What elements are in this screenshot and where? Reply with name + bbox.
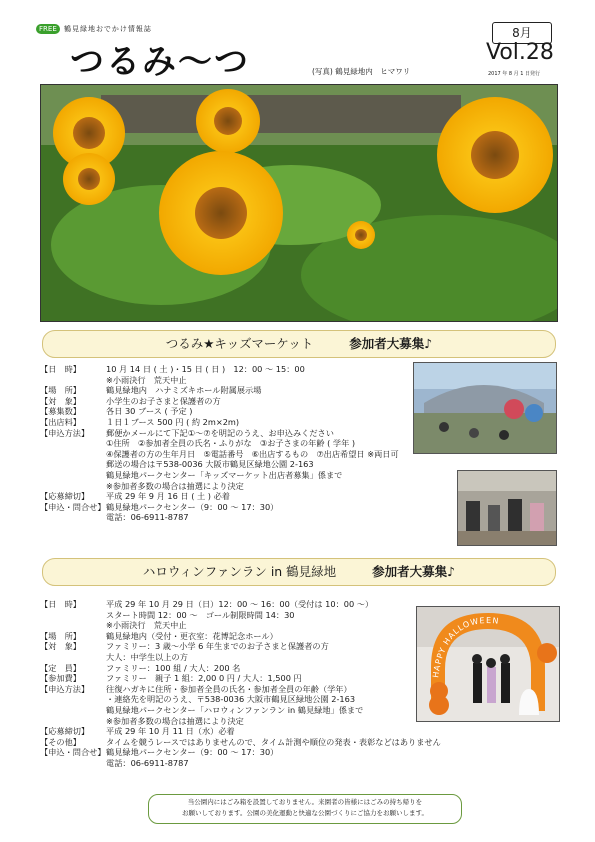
detail-value: 電話：06-6911-8787	[106, 512, 189, 523]
detail-label: 【場 所】	[40, 630, 81, 641]
detail-label: 【その他】	[40, 736, 81, 747]
detail-value: 各日 30 ブース ( 予定 )	[106, 406, 193, 417]
detail-label: 【募集数】	[40, 406, 81, 417]
detail-value: 鶴見緑地パークセンター「キッズマーケット出店者募集」係まで	[106, 469, 343, 480]
detail-value: 10 月 14 日 ( 土 )・15 日 ( 日 ) 12：00 ～ 15：00	[106, 364, 305, 374]
halloween-photo	[416, 606, 560, 722]
detail-value: ※参加者多数の場合は抽選により決定	[106, 480, 244, 491]
garbage-notice	[148, 794, 462, 824]
detail-label: 【対 象】	[40, 395, 81, 406]
kids-market-details	[40, 364, 399, 523]
detail-value: ④保護者の方の生年月日 ⑤電話番号 ⑥出店するもの ⑦出店希望日 ※両日可	[106, 448, 399, 459]
detail-value: 鶴見緑地パークセンター「ハロウィンファンラン in 鶴見緑地」係まで	[106, 704, 364, 715]
detail-label: 【参加費】	[40, 673, 81, 684]
notice-line: お願いしております。公園の美化運動と快適な公園づくりにご協力をお願いします。	[182, 809, 428, 817]
detail-label: 【応募締切】	[40, 726, 90, 737]
detail-value: スタート時間 12：00 ～ ゴール制限時間 14：30	[106, 609, 295, 620]
issue-date: 2017 年 8 月 1 日発行	[488, 71, 541, 77]
detail-value: 鶴見緑地内（受付・更衣室：花博記念ホール）	[106, 630, 278, 641]
detail-value: 平成 29 年 9 月 16 日 ( 土 ) 必着	[106, 491, 230, 502]
detail-label: 【日 時】	[40, 364, 81, 374]
detail-value: ※小雨決行 荒天中止	[106, 374, 187, 385]
free-badge: FREE	[36, 24, 60, 34]
market-photo	[457, 470, 557, 546]
detail-label: 【申込方法】	[40, 427, 90, 438]
detail-value: 平成 29 年 10 月 29 日（日）12：00 ～ 16：00（受付は 10：00 ～）	[106, 599, 374, 609]
detail-value: 鶴見緑地内 ハナミズキホール附属展示場	[106, 385, 262, 396]
detail-value: 大人：中学生以上の方	[106, 651, 188, 662]
month-box: 8月	[492, 22, 552, 44]
arch-banner-text: HAPPY HALLOWEEN	[431, 615, 500, 679]
halloween-run-heading	[42, 558, 556, 586]
detail-value: 往復ハガキに住所・参加者全員の氏名・参加者全員の年齢（学年）	[106, 683, 352, 694]
detail-value: 郵送の場合は〒538-0036 大阪市鶴見区緑地公園 2-163	[106, 459, 314, 470]
detail-label: 【申込・問合せ】	[40, 747, 106, 758]
detail-label: 【場 所】	[40, 385, 81, 396]
detail-value: １日１ブース 500 円 ( 約 2m×2m)	[106, 416, 240, 427]
detail-value: 郵便かメールにて下記①～⑦を明記のうえ、お申込みください	[106, 427, 334, 438]
kids-market-heading	[42, 330, 556, 358]
detail-label: 【日 時】	[40, 599, 81, 609]
detail-value: ・連絡先を明記のうえ、〒538-0036 大阪市鶴見区緑地公園 2-163	[106, 694, 356, 705]
detail-value: ※小雨決行 荒天中止	[106, 620, 187, 631]
halloween-run-recruit: 参加者大募集♪	[372, 564, 456, 579]
detail-label: 【対 象】	[40, 641, 81, 652]
photo-caption: (写真) 鶴見緑地内 ヒマワリ	[312, 67, 411, 76]
detail-label: 【申込・問合せ】	[40, 501, 106, 512]
detail-value: タイムを競うレースではありませんので、タイム計測や順位の発表・表彰などはありません	[106, 736, 441, 747]
tagline: 鶴見緑地おでかけ情報誌	[64, 25, 152, 33]
halloween-run-details	[40, 599, 441, 769]
detail-value: ファミリー：100 組 / 大人：200 名	[106, 662, 241, 673]
detail-value: ファミリー：3 歳～小学 6 年生までのお子さまと保護者の方	[106, 641, 329, 652]
detail-value: ※参加者多数の場合は抽選により決定	[106, 715, 244, 726]
detail-label: 【応募締切】	[40, 491, 90, 502]
detail-value: ファミリー 親子 1 組：2,00 0 円 / 大人：1,500 円	[106, 673, 302, 684]
notice-line: 当公園内にはごみ箱を設置しておりません。来園者の皆様にはごみの持ち帰りを	[187, 798, 423, 806]
magazine-logo: つるみ～つ	[70, 42, 250, 82]
halloween-run-title: ハロウィンファンラン in 鶴見緑地	[142, 564, 337, 579]
volume-number: Vol.28	[486, 40, 554, 65]
market-photo	[413, 362, 557, 454]
detail-value: 鶴見緑地パークセンター（9：00 ～ 17：30）	[106, 501, 279, 512]
kids-market-title: つるみ★キッズマーケット	[165, 336, 314, 351]
detail-value: ①住所 ②参加者全員の氏名・ふりがな ③お子さまの年齢 ( 学年 )	[106, 438, 356, 449]
detail-value: 鶴見緑地パークセンター（9：00 ～ 17：30）	[106, 747, 279, 758]
detail-value: 小学生のお子さまと保護者の方	[106, 395, 221, 406]
detail-label: 【申込方法】	[40, 683, 90, 694]
detail-label: 【定 員】	[40, 662, 81, 673]
detail-value: 平成 29 年 10 月 11 日（水）必着	[106, 726, 235, 737]
detail-label: 【出店料】	[40, 416, 81, 427]
kids-market-recruit: 参加者大募集♪	[349, 336, 433, 351]
detail-value: 電話：06-6911-8787	[106, 757, 189, 768]
sunflower-photo	[40, 84, 558, 322]
